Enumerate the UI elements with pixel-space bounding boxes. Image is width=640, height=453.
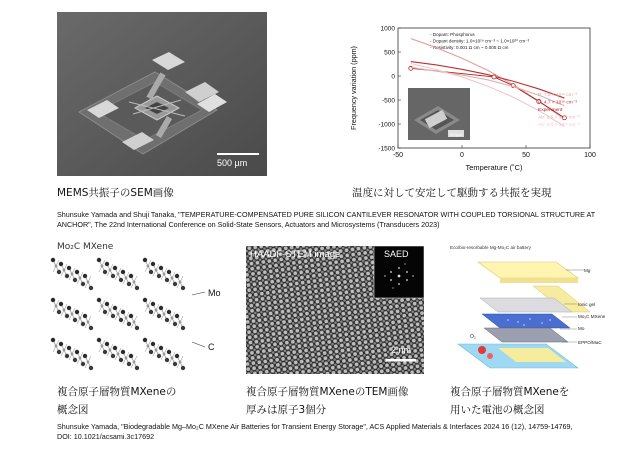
mo-atom xyxy=(73,278,77,282)
mo-atom xyxy=(181,286,185,290)
c-atom xyxy=(87,281,90,284)
c-atom xyxy=(55,345,58,348)
tem-caption-line1: 複合原子層物質MXeneのTEM画像 xyxy=(246,386,409,398)
c-atom xyxy=(109,349,112,352)
c-atom xyxy=(171,317,174,320)
c-atom xyxy=(109,269,112,272)
c-atom xyxy=(163,353,166,356)
c-atom xyxy=(117,353,120,356)
c-atom xyxy=(125,357,128,360)
sem-scalebar-line xyxy=(217,153,259,155)
mo-atom xyxy=(97,258,101,262)
y-tick-label: -500 xyxy=(381,97,395,105)
mo-atom xyxy=(157,354,161,358)
battery-diagram xyxy=(438,240,616,378)
mo-atom xyxy=(135,326,139,330)
mo-atom xyxy=(173,362,177,366)
mo-atom xyxy=(151,302,155,306)
tem-label: HAADF-STEM image xyxy=(250,249,341,260)
mo-atom xyxy=(181,326,185,330)
sem-illustration xyxy=(57,12,267,176)
sem-image xyxy=(57,12,267,176)
saed-label: SAED xyxy=(384,249,409,259)
mo-atom xyxy=(121,350,125,354)
c-atom xyxy=(101,265,104,268)
mo-atom xyxy=(129,354,133,358)
legend-entry: Experiment xyxy=(538,108,563,113)
x-tick-label: 100 xyxy=(584,152,596,159)
mo-atom xyxy=(65,354,69,358)
c-atom xyxy=(63,269,66,272)
c-atom xyxy=(79,277,82,280)
c-label: C xyxy=(208,342,215,352)
c-atom xyxy=(87,321,90,324)
battery-label-mg: Mg xyxy=(584,268,591,273)
mo-atom xyxy=(127,362,131,366)
tem-caption-line2: 厚みは原子3個分 xyxy=(246,404,327,416)
mo-atom xyxy=(57,310,61,314)
mo-atom xyxy=(111,354,115,358)
mo-atom xyxy=(67,306,71,310)
mo-atom xyxy=(89,326,93,330)
mo-atom xyxy=(143,258,147,262)
mo-atom xyxy=(113,346,117,350)
c-atom xyxy=(79,317,82,320)
mo-atom xyxy=(167,270,171,274)
mo-atom xyxy=(113,306,117,310)
y-tick-label: -1000 xyxy=(378,121,395,129)
mo-atom xyxy=(167,310,171,314)
legend-entry: P: 4.7 × 10¹⁹ cm⁻³ xyxy=(538,100,577,106)
mo-atom xyxy=(159,306,163,310)
mo-atom xyxy=(103,270,107,274)
tem-scalebar-label: 2 nm xyxy=(391,345,412,355)
mo-atom xyxy=(121,310,125,314)
mo-atom xyxy=(105,302,109,306)
y-tick-label: 500 xyxy=(384,49,395,57)
mo-atom xyxy=(111,274,115,278)
mo-atom xyxy=(75,270,79,274)
c-atom xyxy=(55,305,58,308)
c-atom xyxy=(147,345,150,348)
legend-entry: Ab: 2.5 × 10¹⁹ cm⁻³ xyxy=(538,115,580,121)
c-atom xyxy=(163,313,166,316)
c-atom xyxy=(179,361,182,364)
mo-atom xyxy=(181,366,185,370)
x-tick-label: 50 xyxy=(522,152,530,159)
mo-atom xyxy=(165,318,169,322)
mo-atom xyxy=(59,302,63,306)
mo-atom xyxy=(175,314,179,318)
mo-atom xyxy=(105,262,109,266)
c-atom xyxy=(179,321,182,324)
mo-atom xyxy=(67,266,71,270)
mo-atom xyxy=(119,278,123,282)
mo-atom xyxy=(157,314,161,318)
mo-atom xyxy=(151,262,155,266)
mo-atom xyxy=(75,310,79,314)
c-atom xyxy=(133,361,136,364)
mo-atom xyxy=(173,322,177,326)
mo-atom xyxy=(57,350,61,354)
x-tick-label: -50 xyxy=(392,152,404,159)
mo-atom xyxy=(175,274,179,278)
c-atom xyxy=(171,357,174,360)
mo-atom xyxy=(83,314,87,318)
mo-atom xyxy=(51,298,55,302)
mo-atom xyxy=(97,298,101,302)
c-atom xyxy=(71,313,74,316)
c-atom xyxy=(179,281,182,284)
mo-atom xyxy=(89,286,93,290)
mo-atom xyxy=(65,314,69,318)
legend-entry: P: 7.8 × 10¹⁹ cm⁻³ xyxy=(538,93,577,98)
c-atom xyxy=(117,273,120,276)
mo-atom xyxy=(149,310,153,314)
c-atom xyxy=(133,281,136,284)
chart-caption: 温度に対して安定して駆動する共振を実現 xyxy=(352,187,552,199)
inset-scalebar-label: 500µm xyxy=(450,132,463,137)
sem-scalebar-label: 500 µm xyxy=(217,158,248,168)
mo-atom xyxy=(157,274,161,278)
c-atom xyxy=(155,269,158,272)
mo-atom xyxy=(165,278,169,282)
mo-atom xyxy=(111,314,115,318)
mo-label: Mo xyxy=(208,288,221,298)
y-tick-label: -1500 xyxy=(378,145,395,153)
c-atom xyxy=(125,277,128,280)
mo-atom xyxy=(149,270,153,274)
y-axis-label: Frequency variation (ppm) xyxy=(349,46,358,130)
c-atom xyxy=(71,273,74,276)
battery-label-mxene: Mo₂C MXene xyxy=(578,314,606,319)
mo-atom xyxy=(103,350,107,354)
battery-title: Eco/bio-resorbable Mg-Mo₂C air battery xyxy=(450,245,531,250)
mo-atom xyxy=(121,270,125,274)
mo-atom xyxy=(89,366,93,370)
mo-atom xyxy=(149,350,153,354)
mo-atom xyxy=(75,350,79,354)
experiment-point xyxy=(409,66,413,70)
mo-atom xyxy=(51,258,55,262)
mo-atom xyxy=(151,342,155,346)
mo-atom xyxy=(119,358,123,362)
battery-caption-line1: 複合原子層物質MXeneを xyxy=(450,386,570,398)
x-axis-label: Temperature (˚C) xyxy=(465,163,523,172)
c-atom xyxy=(155,349,158,352)
c-atom xyxy=(101,305,104,308)
c-atom xyxy=(55,265,58,268)
c-atom xyxy=(117,313,120,316)
mo-atom xyxy=(83,274,87,278)
battery-label-mo: Mo xyxy=(578,326,585,331)
top-reference: Shunsuke Yamada and Shuji Tanaka, "TEMPERATURE-COMPENSATED PURE SILICON CANTILEVER RESONATOR WITH COUPLED TORSIONAL STRUCTURE AT ANCHOR", The 22nd International Conference on Solid-State Sensors, Actuators and Microsystems (Transducers 2023) xyxy=(57,210,596,229)
mo-atom xyxy=(129,314,133,318)
c-atom xyxy=(147,305,150,308)
mo-atom xyxy=(59,342,63,346)
mo-atom xyxy=(81,362,85,366)
mo-atom xyxy=(113,266,117,270)
y-tick-label: 0 xyxy=(391,73,395,81)
mo-atom xyxy=(59,262,63,266)
frequency-chart xyxy=(348,20,610,188)
mo-atom xyxy=(97,338,101,342)
mo-atom xyxy=(51,338,55,342)
chart-note: - Dopant: Phosphorus xyxy=(430,32,475,37)
mo-atom xyxy=(119,318,123,322)
c-atom xyxy=(87,361,90,364)
mo-atom xyxy=(103,310,107,314)
c-atom xyxy=(133,321,136,324)
legend-entry: Ab: 3.0 × 10¹⁹ cm⁻³ xyxy=(538,123,580,128)
o2-label: O₂ xyxy=(470,334,476,340)
mo-atom xyxy=(127,322,131,326)
mo-atom xyxy=(57,270,61,274)
experiment-point xyxy=(492,75,496,79)
mo-atom xyxy=(143,338,147,342)
sem-caption: MEMS共振子のSEM画像 xyxy=(57,187,174,199)
mo-atom xyxy=(65,274,69,278)
chart-note: - Dopant density: 1.0×10¹⁹ cm⁻³ ~ 1.0×10²⁰ cm⁻³ xyxy=(430,38,530,44)
mo-atom xyxy=(105,342,109,346)
battery-label-ionic-gel: Ionic gel xyxy=(578,302,596,307)
c-atom xyxy=(163,273,166,276)
mo-atom xyxy=(127,282,131,286)
mxene-structure xyxy=(45,252,225,377)
c-atom xyxy=(155,309,158,312)
x-tick-label: 0 xyxy=(460,152,464,159)
mo-atom xyxy=(129,274,133,278)
mo-atom xyxy=(73,318,77,322)
battery-caption-line2: 用いた電池の概念図 xyxy=(450,404,545,416)
mo-atom xyxy=(83,354,87,358)
mo-atom xyxy=(173,282,177,286)
mo-atom xyxy=(81,322,85,326)
c-atom xyxy=(71,353,74,356)
y-tick-label: 1000 xyxy=(380,25,395,33)
mo-atom xyxy=(135,366,139,370)
mo-atom xyxy=(165,358,169,362)
mo-atom xyxy=(159,266,163,270)
mo-atom xyxy=(143,298,147,302)
c-atom xyxy=(101,345,104,348)
battery-label-eppo: EPPO/MaC xyxy=(578,340,602,345)
chart-note: - Resistivity: 0.001 Ω cm ~ 0.005 Ω cm xyxy=(430,45,509,50)
tem-image xyxy=(246,246,424,374)
mo-atom xyxy=(167,350,171,354)
mo-atom xyxy=(81,282,85,286)
mo-atom xyxy=(73,358,77,362)
mo-atom xyxy=(159,346,163,350)
c-atom xyxy=(79,357,82,360)
c-atom xyxy=(171,277,174,280)
mo-atom xyxy=(67,346,71,350)
c-atom xyxy=(147,265,150,268)
mxene-caption-line2: 概念図 xyxy=(57,404,89,416)
c-atom xyxy=(63,309,66,312)
mxene-title: Mo₂C MXene xyxy=(57,242,114,252)
mo-atom xyxy=(175,354,179,358)
mxene-caption-line1: 複合原子層物質MXeneの xyxy=(57,386,177,398)
c-atom xyxy=(63,349,66,352)
c-atom xyxy=(125,317,128,320)
bottom-reference: Shunsuke Yamada, "Biodegradable Mg–Mo₂C MXene Air Batteries for Transient Energy Storage", ACS Applied Materials & Interfaces 2024 16 (12), 14759-14769, DOI: 10.1021/acsami.3c17692 xyxy=(57,422,573,441)
mo-atom xyxy=(135,286,139,290)
c-atom xyxy=(109,309,112,312)
